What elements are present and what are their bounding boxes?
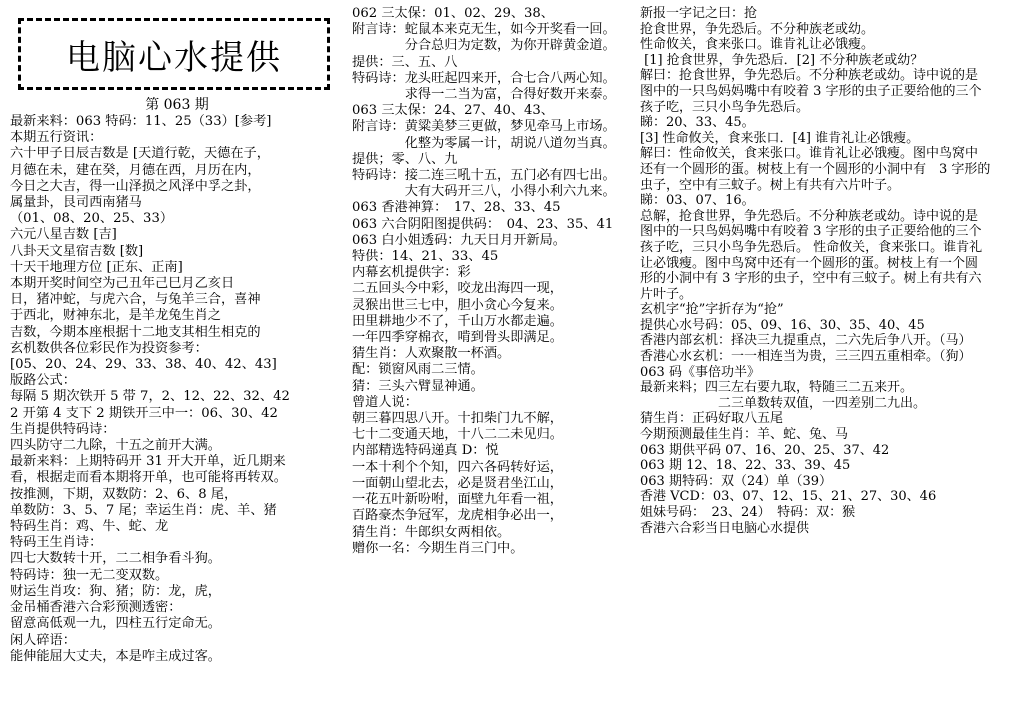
text-line: 二三单数转双值，一四差别二九出。 xyxy=(640,395,927,411)
text-line: 猜生肖：人欢聚散一杯酒。 xyxy=(352,346,511,362)
text-line: 属量卦，艮司西南猪马 xyxy=(10,195,142,211)
text-line: 四头防守二九除，十五之前开大满。 xyxy=(10,438,221,454)
text-line: 八卦天文星宿吉数 [数] xyxy=(10,243,144,259)
text-line: 百路豪杰争冠军，龙虎相争必出一， xyxy=(352,508,563,524)
text-line: 姐妹号码： 23、24） 特码：双：猴 xyxy=(640,505,856,520)
text-line: 特码诗：接二连三吼十五，五门必有四七出。 xyxy=(352,168,616,184)
text-line: 金吊桶香港六合彩预测透密： xyxy=(10,600,182,616)
text-line: 063 码《事倍功半》 xyxy=(640,364,760,380)
text-line: 按推测，下期，双数防：2、6、8 尾， xyxy=(10,486,238,502)
text-line: 063 香港神算： 17、28、33、45 xyxy=(352,200,561,216)
title-box xyxy=(18,18,330,90)
text-line: 睇：03、07、16。 xyxy=(640,193,755,209)
text-line: 063 六合阴阳图提供码： 04、23、35、41 xyxy=(352,216,614,232)
text-line: 版路公式： xyxy=(10,373,76,389)
text-line: 单数防：3、5、7 尾；幸运生肖：虎、羊、猪 xyxy=(10,502,277,518)
text-line: 总解，抢食世界，争先恐后。不分种族老或幼。诗中说的是 xyxy=(640,208,979,224)
text-line: 今期预测最佳生肖：羊、蛇、兔、马 xyxy=(640,427,849,443)
text-line: 内部精选特码递真 D：悦 xyxy=(352,443,499,459)
text-line: 二五回头今中彩，咬龙出海四一现， xyxy=(352,281,563,297)
text-line: 新报一字记之曰：抢 xyxy=(640,6,758,21)
right-column xyxy=(640,6,1020,536)
text-line: 图中的一只鸟妈妈嘴中有咬着 3 字形的虫子正要给他的三个 xyxy=(640,224,982,240)
text-line: 猜生肖：正码好取八五尾 xyxy=(640,411,784,427)
text-line: 分合总归为定数，为你开辟黄金道。 xyxy=(352,38,616,54)
text-line: 让必饿瘦。图中鸟窝中还有一个圆形的蛋。树枝上有一个圆 xyxy=(640,255,979,271)
text-line: 内幕玄机提供字：彩 xyxy=(352,265,471,281)
text-line: 最新来料：上期特码开 31 开大开单，近几期来 xyxy=(10,454,286,470)
text-line: 虫子，空中有三蚊子。树上有共有六片叶子。 xyxy=(640,177,901,193)
text-line: 最新来料；四三左右要九取，特随三二五来开。 xyxy=(640,380,914,396)
left-column xyxy=(10,6,344,665)
text-line: 063 期 12、18、22、33、39、45 xyxy=(640,458,851,474)
text-line: 朝三暮四思八开。十扣柴门九不解， xyxy=(352,411,563,427)
middle-column-text xyxy=(352,6,634,557)
text-line: 一面朝山望北去，必是贤君坐江山， xyxy=(352,475,563,491)
text-line: 留意高低观一九，四柱五行定命无。 xyxy=(10,616,221,632)
text-line: 看，根据走而看本期将开单，也可能将再转双。 xyxy=(10,470,287,486)
left-column-text xyxy=(10,114,344,665)
text-line: 于西北，财神东北，是羊龙兔生肖之 xyxy=(10,308,221,324)
text-line: 解曰：抢食世界，争先恐后。不分种族老或幼。诗中说的是 xyxy=(640,68,979,84)
middle-column xyxy=(352,6,634,557)
text-line: [1] 抢食世界，争先恐后．[2] 不分种族老或幼？ xyxy=(640,52,924,68)
text-line: 图中的一只鸟妈妈嘴中有咬着 3 字形的虫子正要给他的三个 xyxy=(640,83,982,99)
page-title: 电脑心水提供 xyxy=(66,37,282,78)
text-line: 能伸能屈大丈夫，本是咋主成过客。 xyxy=(10,648,221,664)
text-line: 2 开第 4 支下 2 期铁开三中一：06、30、42 xyxy=(10,405,278,421)
text-line: 特码王生肖诗： xyxy=(10,535,103,551)
text-line: 求得一二当为富，合得好数开来泰。 xyxy=(352,87,616,103)
text-line: （01、08、20、25、33） xyxy=(10,211,174,227)
text-line: 解曰：性命攸关，食来张口。谁肯礼让必饿瘦。图中鸟窝中 xyxy=(640,146,979,162)
text-line: 一花五叶新吩咐，面壁九年看一祖， xyxy=(352,492,563,508)
text-line: 性命攸关，食来张口。谁肯礼让必饿瘦。 xyxy=(640,37,875,53)
text-line: [05、20、24、29、33、38、40、42、43] xyxy=(10,357,277,373)
text-line: 今日之大吉，得一山泽损之风泽中孚之卦， xyxy=(10,178,261,194)
text-line: 日，猪冲蛇，与虎六合，与兔羊三合，喜神 xyxy=(10,292,261,308)
text-line: 玄机数供各位彩民作为投资参考： xyxy=(10,340,208,356)
text-line: 猜生肖：牛郎织女两相依。 xyxy=(352,524,511,540)
text-line: 香港六合彩当日电脑心水提供 xyxy=(640,520,810,536)
text-line: 闲人碎语： xyxy=(10,632,76,648)
text-line: 月德在未，建在癸，月德在西，月历在内， xyxy=(10,162,261,178)
text-line: 玄机字“抢”字折存为“抢” xyxy=(640,302,784,318)
text-line: 大有大码开三八，小得小利六九来。 xyxy=(352,184,616,200)
text-line: 孩子吃，三只小鸟争先恐后。 xyxy=(640,99,810,115)
text-line: 片叶子。 xyxy=(640,286,693,302)
text-line: 特码诗：龙头旺起四来开，合七合八两心知。 xyxy=(352,70,616,86)
text-line: 孩子吃，三只小鸟争先恐后。 性命攸关，食来张口。谁肯礼 xyxy=(640,239,983,255)
text-line: 063 三太保：24、27、40、43、 xyxy=(352,103,554,119)
text-line: 本期开奖时间空为己丑年己巳月乙亥日 xyxy=(10,276,235,292)
text-line: 一年四季穿棉衣，啃到骨头即满足。 xyxy=(352,330,563,346)
text-line: [3] 性命攸关，食来张口．[4] 谁肯礼让必饿瘦。 xyxy=(640,130,920,146)
text-line: 提供：三、五、八 xyxy=(352,54,458,70)
text-line: 063 期特码：双（24）单（39） xyxy=(640,473,833,489)
text-line: 赠你一名：今期生肖三门中。 xyxy=(352,540,524,556)
text-line: 灵猴出世三七中，胆小贪心今复来。 xyxy=(352,297,563,313)
text-line: 生肖提供特码诗： xyxy=(10,421,116,437)
text-line: 六十甲子日辰吉数是 [天道行乾，天德在子， xyxy=(10,146,270,162)
text-line: 曾道人说： xyxy=(352,394,418,410)
text-line: 提供；零、八、九 xyxy=(352,151,458,167)
text-line: 每隔 5 期次铁开 5 带 7，2、12、22、32、42 xyxy=(10,389,290,405)
text-line: 附言诗：蛇鼠本来克无生，如今开奖看一回。 xyxy=(352,22,616,38)
text-line: 特码诗：独一无二变双数。 xyxy=(10,567,169,583)
text-line: 香港 VCD：03、07、12、15、21、27、30、46 xyxy=(640,489,937,505)
text-line: 配：锁窗风雨二三情。 xyxy=(352,362,484,378)
text-line: 财运生肖攻：狗、猪；防：龙，虎， xyxy=(10,583,221,599)
text-line: 十天干地理方位 [正东、正南] xyxy=(10,259,183,275)
text-line: 附言诗：黄粱美梦三更做，梦见牵马上市场。 xyxy=(352,119,616,135)
text-line: 063 期供平码 07、16、20、25、37、42 xyxy=(640,442,890,458)
issue-number: 第 063 期 xyxy=(145,97,209,113)
text-line: 062 三太保：01、02、29、38、 xyxy=(352,6,554,21)
text-line: 抢食世界，争先恐后。不分种族老或幼。 xyxy=(640,21,875,37)
text-line: 一本十利个个知，四六各码转好运， xyxy=(352,459,563,475)
text-line: 提供心水号码：05、09、16、30、35、40、45 xyxy=(640,317,925,333)
text-line: 063 白小姐透码：九天日月开新局。 xyxy=(352,232,566,248)
text-line: 六元八星吉数 [吉] xyxy=(10,227,117,243)
text-line: 香港内部玄机：择决三九提重点，二六先后争八开。（马） xyxy=(640,333,972,349)
text-line: 化整为零属一计，胡说八道勿当真。 xyxy=(352,135,616,151)
text-line: 还有一个圆形的蛋。树枝上有一个圆形的小洞中有 3 字形的 xyxy=(640,161,991,177)
right-column-text xyxy=(640,6,1020,536)
text-line: 七十二变通天地，十八二二未见归。 xyxy=(352,427,563,443)
text-line: 吉数，今期本座根据十二地支其相生相克的 xyxy=(10,324,261,340)
text-line: 四七大数转十开，二二相争看斗狗。 xyxy=(10,551,221,567)
text-line: 特码生肖：鸡、牛、蛇、龙 xyxy=(10,519,169,535)
text-line: 本期五行资讯： xyxy=(10,130,103,146)
text-line: 香港心水玄机：一一相连当为贵，三三四五重相牵。（狗） xyxy=(640,349,972,365)
text-line: 猜：三头六臂显神通。 xyxy=(352,378,484,394)
text-line: 睇：20、33、45。 xyxy=(640,115,755,131)
text-line: 田里耕地少不了，千山万水都走遍。 xyxy=(352,313,563,329)
text-line: 最新来料：063 特码：11、25（33）[参考] xyxy=(10,114,272,129)
text-line: 形的小洞中有 3 字形的虫子，空中有三蚊子。树上有共有六 xyxy=(640,271,982,287)
text-line: 特供：14、21、33、45 xyxy=(352,249,499,265)
